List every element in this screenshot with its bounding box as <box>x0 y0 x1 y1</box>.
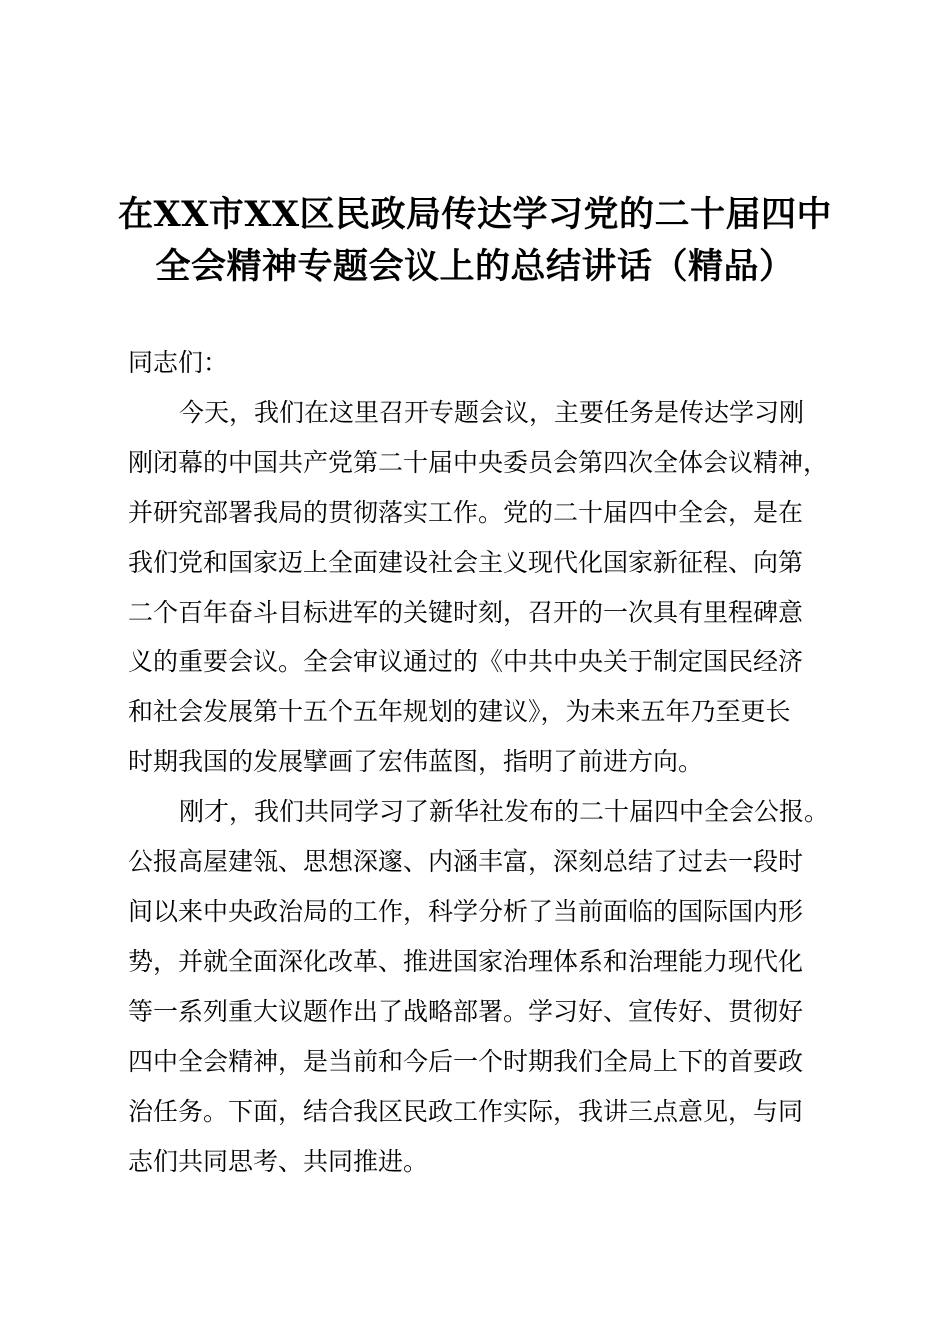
title-line-2: 全会精神专题会议上的总结讲话（精品） <box>155 246 795 287</box>
paragraph-line: 等一系列重大议题作出了战略部署。学习好、宣传好、贯彻好 <box>128 996 804 1026</box>
paragraph-line: 间以来中央政治局的工作，科学分析了当前面临的国际国内形 <box>128 896 804 926</box>
paragraph-line: 势，并就全面深化改革、推进国家治理体系和治理能力现代化 <box>128 946 804 976</box>
paragraph-line: 志们共同思考、共同推进。 <box>128 1146 429 1176</box>
document-title <box>110 189 840 293</box>
paragraph-1 <box>128 388 828 787</box>
paragraph-line: 义的重要会议。全会审议通过的《中共中央关于制定国民经济 <box>128 647 804 677</box>
paragraph-line: 刚闭幕的中国共产党第二十届中央委员会第四次全体会议精神， <box>128 447 829 477</box>
paragraph-line: 刚才，我们共同学习了新华社发布的二十届四中全会公报。 <box>179 797 830 827</box>
greeting: 同志们： <box>128 348 229 377</box>
paragraph-line: 我们党和国家迈上全面建设社会主义现代化国家新征程、向第 <box>128 547 804 577</box>
paragraph-line: 时期我国的发展擘画了宏伟蓝图，指明了前进方向。 <box>128 747 704 777</box>
paragraph-line: 二个百年奋斗目标进军的关键时刻，召开的一次具有里程碑意 <box>128 597 804 627</box>
paragraph-line: 四中全会精神，是当前和今后一个时期我们全局上下的首要政 <box>128 1046 804 1076</box>
paragraph-2 <box>128 787 828 1186</box>
document-body <box>128 338 828 1186</box>
paragraph-line: 并研究部署我局的贯彻落实工作。党的二十届四中全会，是在 <box>128 497 804 527</box>
paragraph-line: 公报高屋建瓴、思想深邃、内涵丰富，深刻总结了过去一段时 <box>128 847 804 877</box>
paragraph-line: 今天，我们在这里召开专题会议，主要任务是传达学习刚 <box>179 397 805 427</box>
paragraph-line: 治任务。下面，结合我区民政工作实际，我讲三点意见，与同 <box>128 1096 804 1126</box>
paragraph-line: 和社会发展第十五个五年规划的建议》，为未来五年乃至更长 <box>128 697 791 727</box>
title-line-1: 在XX市XX区民政局传达学习党的二十届四中 <box>117 194 833 235</box>
